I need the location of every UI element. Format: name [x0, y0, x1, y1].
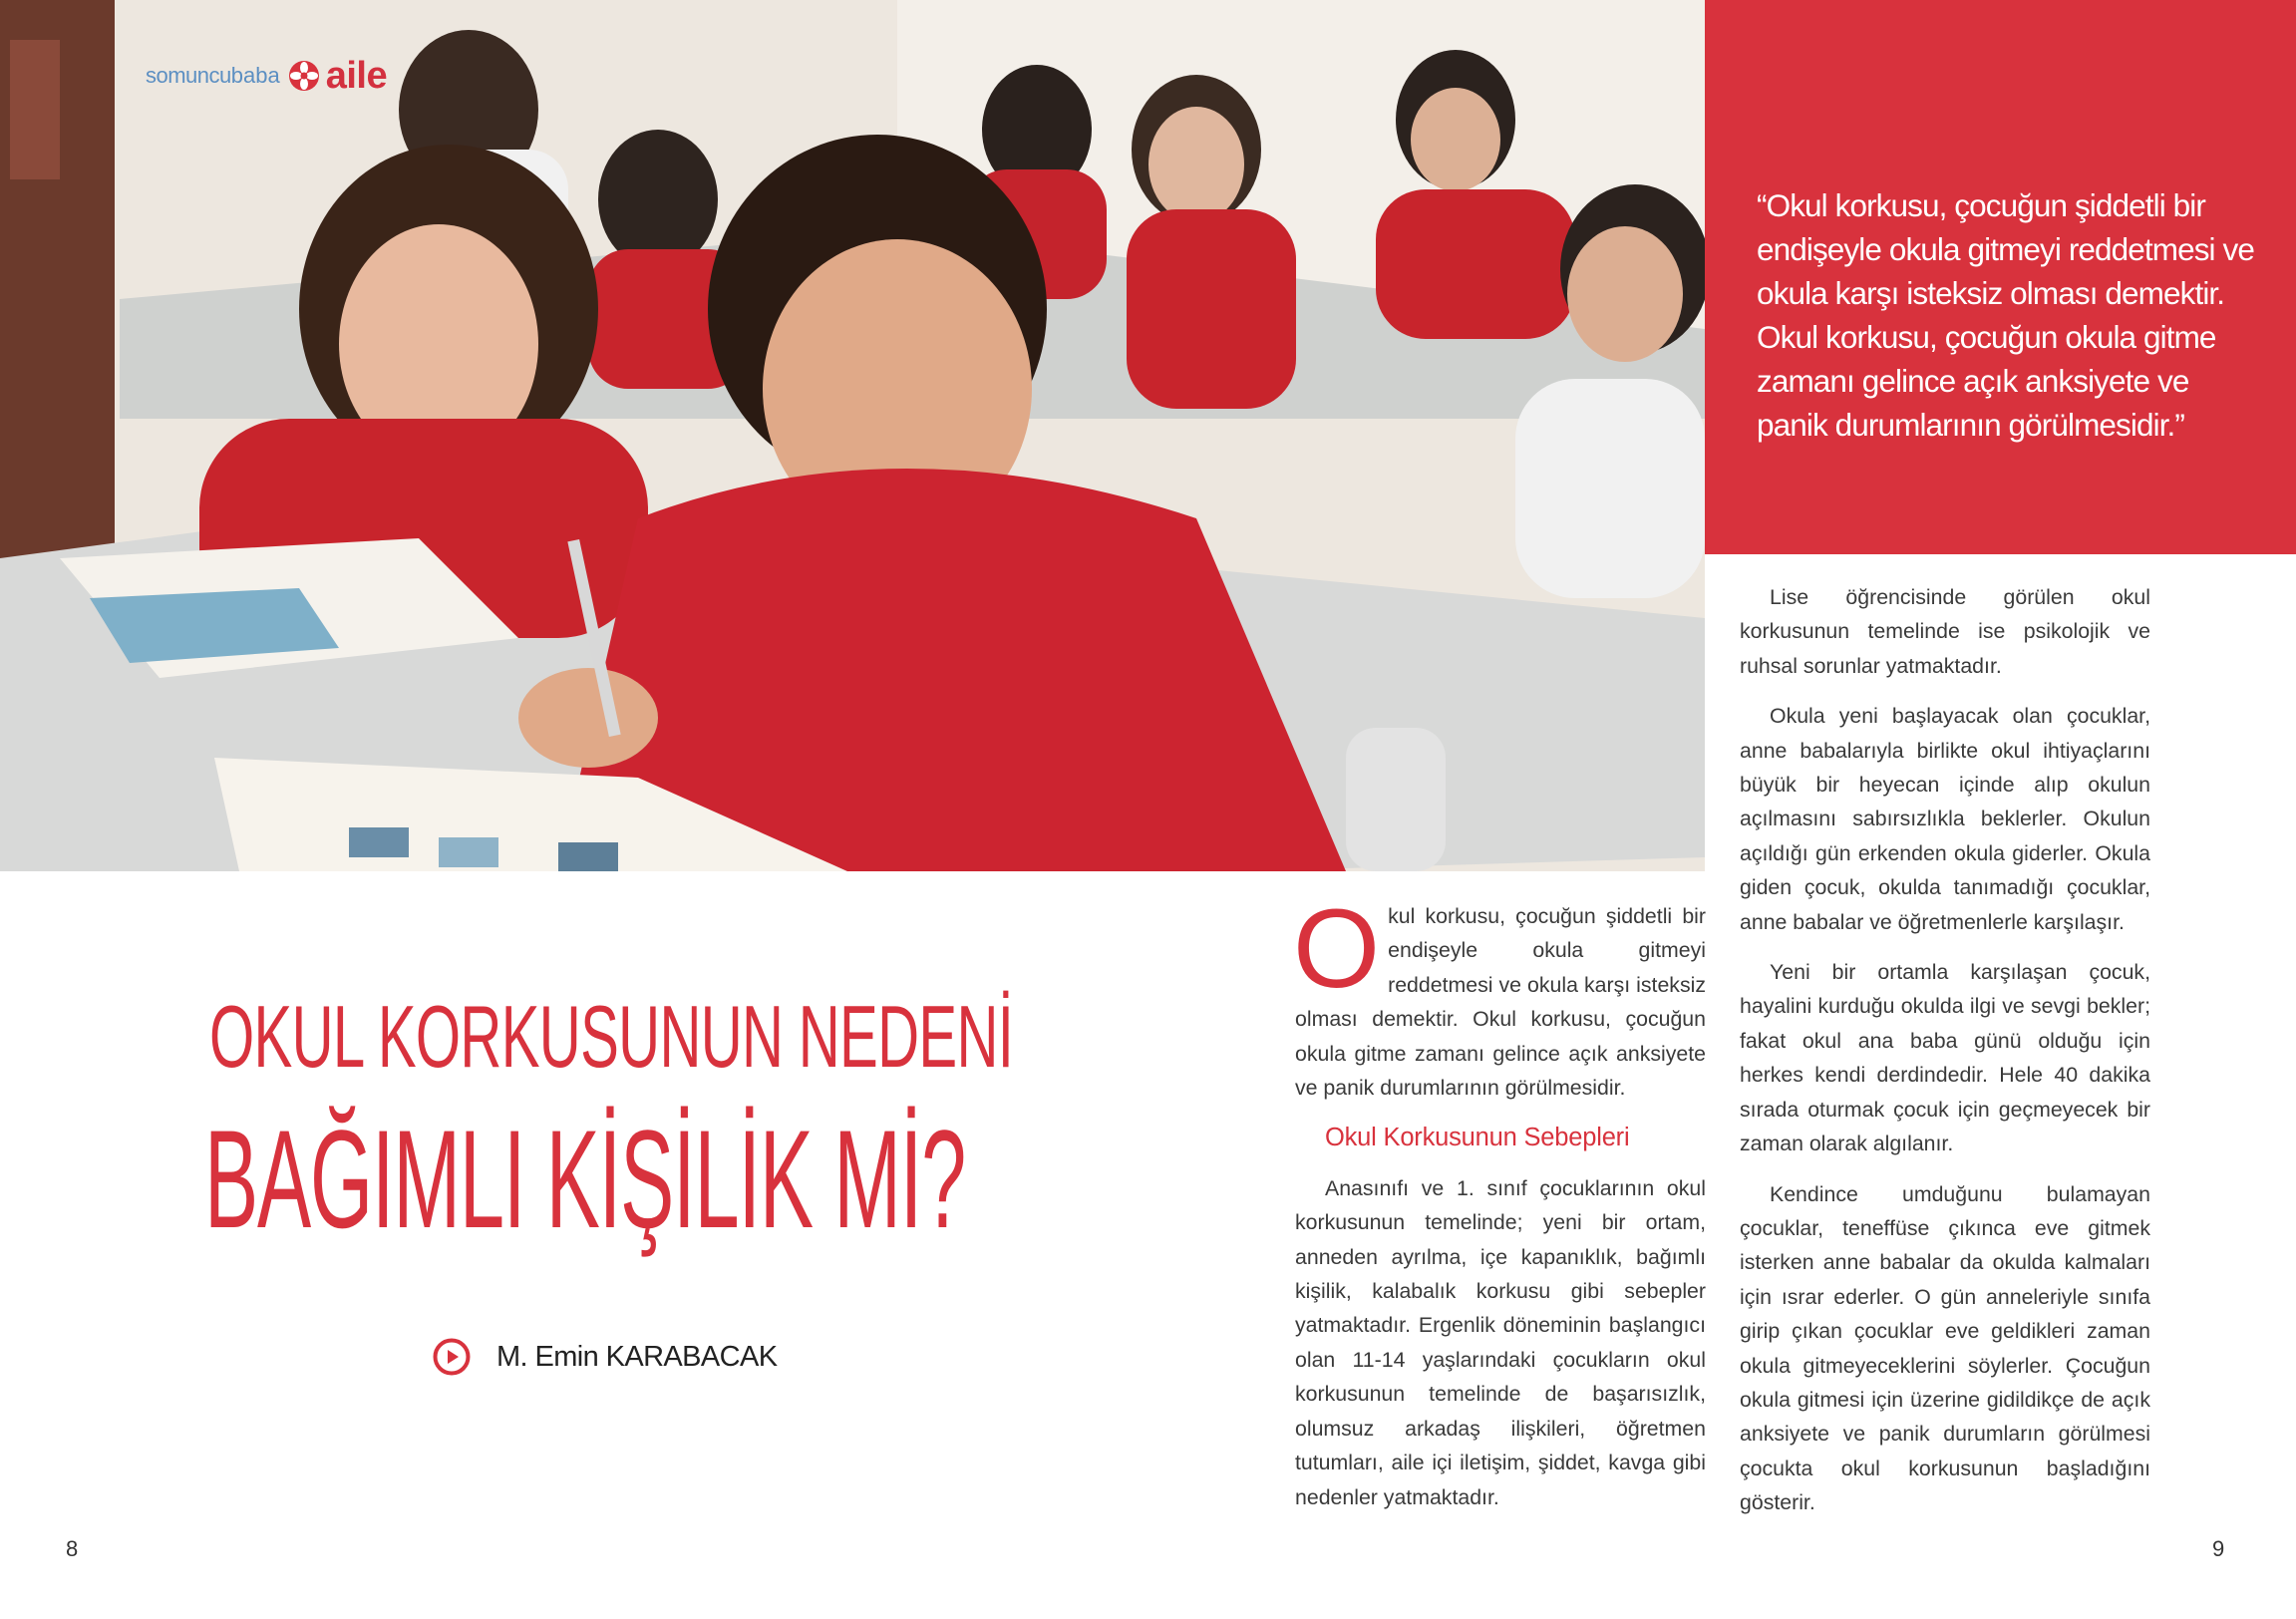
section-subheading: Okul Korkusunun Sebepleri	[1325, 1124, 1630, 1152]
drop-cap: O	[1293, 886, 1381, 1011]
author-byline	[433, 1338, 778, 1376]
article-title-line1: OKUL KORKUSUNUN NEDENİ	[209, 987, 1014, 1086]
body-paragraph: Lise öğrencisinde görülen okul korkusunun temelinde ise psikolojik ve ruhsal sorunlar yatmaktadır.	[1740, 585, 2150, 678]
body-column-1	[1293, 886, 1706, 1530]
page-number-left: 8	[66, 1536, 79, 1561]
body-paragraph: Anasınıfı ve 1. sınıf çocuklarının okul korkusunun temelinde; yeni bir ortam, anneden ayrılma, içe kapanıklık, bağımlı kişilik, kalabalık korkusu gibi sebepler yatmaktadır. Ergenlik döneminin başlangıcı olan 11-14 yaşlarındaki çocukların okul korkusunun temelinde de başarısızlık, olumsuz arkadaş ilişkileri, öğretmen tutumları, aile içi iletişim, şiddet, kavga gibi nedenler yatmaktadır.	[1295, 1175, 1706, 1509]
flower-icon	[288, 60, 320, 92]
hero-photo	[0, 0, 1705, 871]
logo-part-aile: aile	[325, 54, 388, 97]
magazine-logo	[146, 56, 387, 96]
pull-quote-text: “Okul korkusu, çocuğun şiddetli bir endişeyle okula gitmeyi reddetmesi ve okula karşı isteksiz olması demektir. Okul korkusu, çocuğun okula gitme zamanı gelince açık anksiyete ve panik durumlarının görülmesidir.”	[1757, 187, 2254, 443]
author-name: M. Emin KARABACAK	[496, 1340, 778, 1373]
logo-part-somuncu: somuncu	[146, 63, 231, 88]
body-paragraph: Yeni bir ortamla karşılaşan çocuk, hayalini kurduğu okulda ilgi ve sevgi bekler; fakat okul ana baba günü olduğu için herkes kendi derdindedir. Hele 40 dakika sırada oturmak çocuk için geçmeyecek bir zaman olarak algılanır.	[1740, 960, 2150, 1156]
intro-text: kul korkusu, çocuğun şiddetli bir endişeyle okula gitmeyi reddetmesi ve okula karşı isteksiz olması demektir. Okul korkusu, çocuğun okula gitme zamanı gelince açık anksiyete ve panik durumlarının görülmesidir.	[1295, 904, 1706, 1101]
play-circle-icon	[433, 1338, 471, 1376]
page-number-right: 9	[2212, 1536, 2225, 1561]
logo-part-baba: baba	[230, 63, 280, 88]
body-paragraph: Kendince umduğunu bulamayan çocuklar, teneffüse çıkınca eve gitmek isterken anne babalar da okulda kalmaları için ısrar ederler. O gün anneleriyle sınıfa girip çıkan çocuklar eve geldikleri zaman okula gitmeyeceklerini söylerler. Çocuğun okula gitmesi için üzerine gidildikçe de açık anksiyete ve panik durumların görülmesi çocukta okul korkusunun başladığını gösterir.	[1740, 1181, 2150, 1515]
body-column-2	[1740, 580, 2150, 1536]
article-title-line2: BAĞIMLI KİŞİLİK Mİ?	[204, 1101, 966, 1257]
body-paragraph: Okula yeni başlayacak olan çocuklar, anne babalarıyla birlikte okul ihtiyaçlarını büyük bir heyecan içinde alıp okulun açılmasını sabırsızlıkla beklerler. Okulun açıldığı gün erkenden okula giderler. Okula giden çocuk, okulda tanımadığı çocuklar, anne babalar ve öğretmenlerle karşılaşır.	[1740, 704, 2150, 934]
intro-paragraph	[1293, 886, 1706, 1105]
